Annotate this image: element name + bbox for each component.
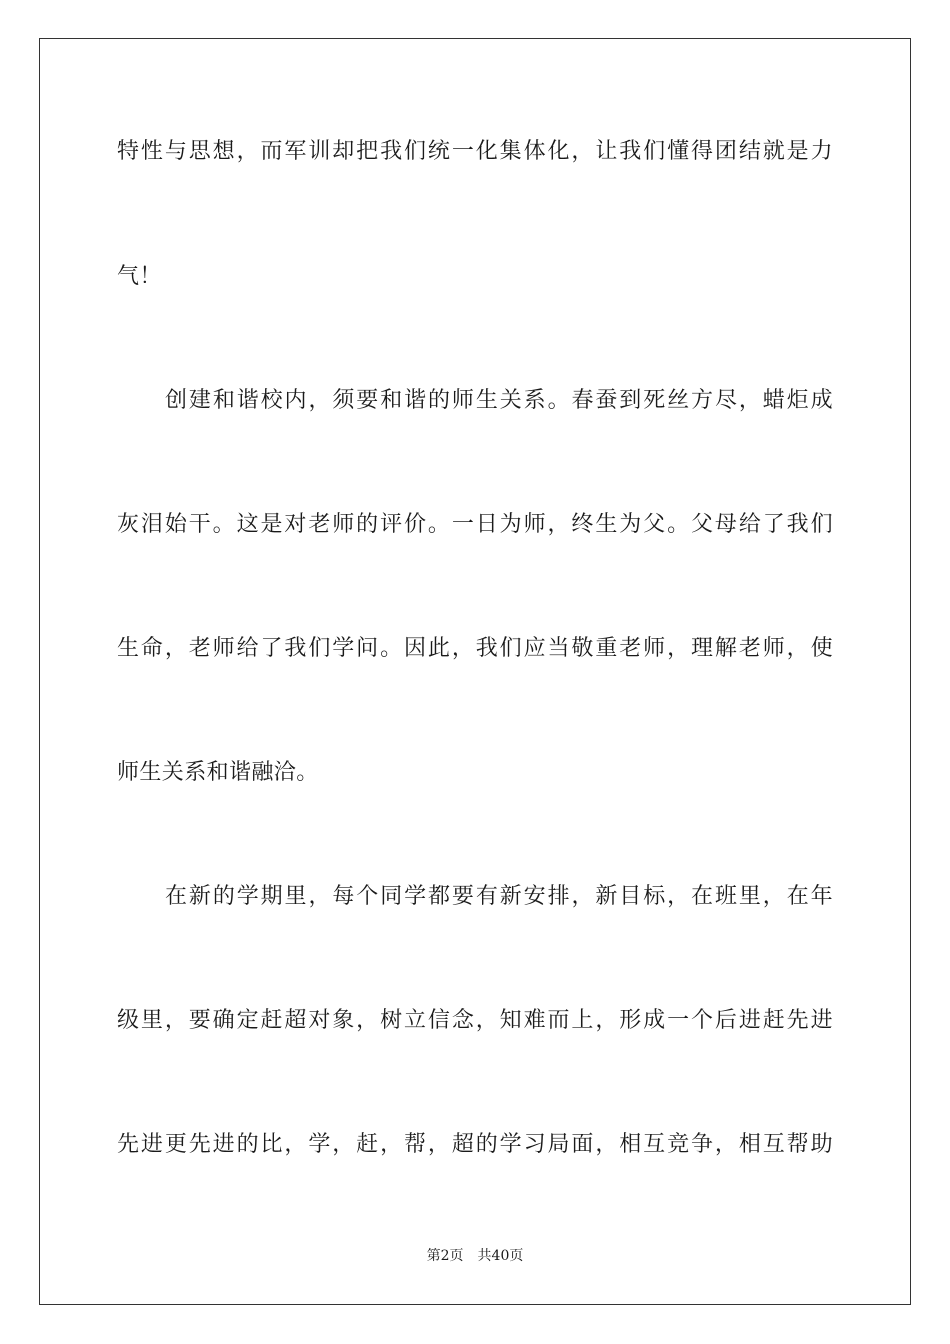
body-line-9: 先进更先进的比，学，赶，帮，超的学习局面，相互竞争，相互帮助 — [117, 1132, 833, 1157]
body-line-4: 灰泪始干。这是对老师的评价。一日为师，终生为父。父母给了我们 — [117, 512, 833, 537]
body-line-5: 生命，老师给了我们学问。因此，我们应当敬重老师，理解老师，使 — [117, 636, 833, 661]
body-line-7: 在新的学期里，每个同学都要有新安排，新目标，在班里，在年 — [165, 884, 833, 909]
page-frame — [39, 38, 911, 1305]
body-line-8: 级里，要确定赶超对象，树立信念，知难而上，形成一个后进赶先进 — [117, 1008, 833, 1033]
body-line-3: 创建和谐校内，须要和谐的师生关系。春蚕到死丝方尽，蜡炬成 — [165, 388, 833, 413]
body-line-6: 师生关系和谐融洽。 — [117, 760, 319, 785]
page-number-current: 第2页 — [426, 1248, 464, 1264]
body-line-1: 特性与思想，而军训却把我们统一化集体化，让我们懂得团结就是力 — [117, 139, 833, 164]
page-footer — [0, 1246, 950, 1266]
page-number-total: 共40页 — [477, 1248, 524, 1264]
body-line-2: 气！ — [117, 264, 162, 289]
